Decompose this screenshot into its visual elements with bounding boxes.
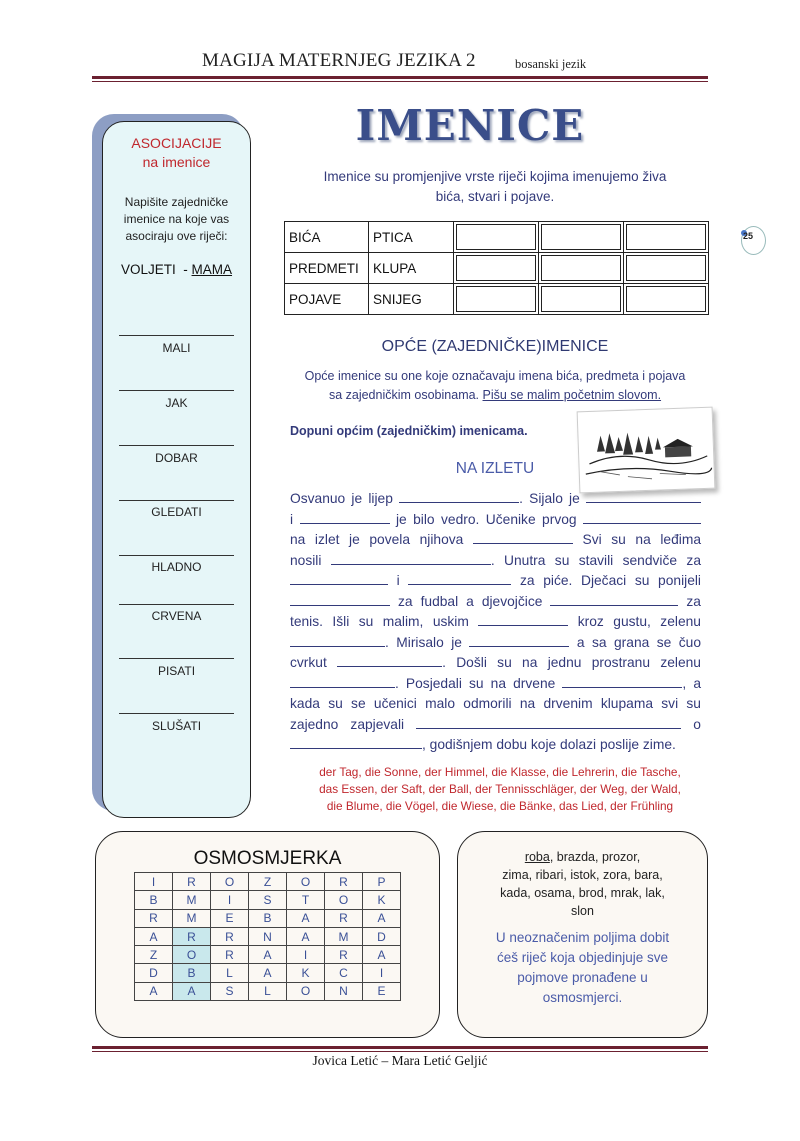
page-number: 25 <box>743 231 754 241</box>
blank-cell[interactable] <box>454 222 539 253</box>
blank-field[interactable] <box>290 571 388 585</box>
wordsearch-cell[interactable]: R <box>173 873 211 891</box>
wordsearch-cell[interactable]: B <box>173 964 211 982</box>
wordsearch-cell[interactable]: O <box>287 873 325 891</box>
story-text-part: nosili <box>290 552 322 568</box>
wordsearch-cell[interactable]: M <box>173 891 211 909</box>
wordsearch-row <box>135 891 401 909</box>
german-words-line2: das Essen, der Saft, der Ball, der Tennisschläger, der Weg, der Wald, <box>319 782 681 796</box>
story-line <box>290 510 701 531</box>
section-definition-line1: Opće imenice su one koje označavaju imena bića, predmeta i pojava <box>304 369 686 383</box>
first-word: roba <box>524 850 550 864</box>
story-text-part: tenis. Išli su malim, uskim <box>290 614 469 629</box>
story-line <box>290 674 701 695</box>
answer-line[interactable] <box>119 390 234 391</box>
assoc-word: MALI <box>162 341 191 355</box>
story-text-part: . Unutra su stavili sendviče za <box>490 552 701 568</box>
story-line <box>290 694 701 715</box>
wordsearch-cell[interactable]: N <box>249 927 287 945</box>
wordsearch-cell[interactable]: A <box>135 927 173 945</box>
wordsearch-cell[interactable]: K <box>363 891 401 909</box>
story-text-part: Osvanuo je lijep <box>290 491 393 506</box>
blank-field[interactable] <box>562 674 682 688</box>
wordsearch-cell[interactable]: M <box>325 927 363 945</box>
definition-plain: sa zajedničkim osobinama. <box>328 388 480 402</box>
book-subtitle: bosanski jezik <box>515 57 587 71</box>
story-text-part: je bilo vedro. Učenike prvog <box>395 511 577 527</box>
blank-field[interactable] <box>290 633 385 647</box>
answer-line[interactable] <box>119 713 234 714</box>
wordsearch-cell[interactable]: E <box>211 909 249 927</box>
blank-field[interactable] <box>416 715 681 729</box>
story-text-part: na izlet je povela njihova <box>290 532 464 547</box>
associations-title-line1: ASOCIJACIJE <box>131 135 222 151</box>
german-words-line3: die Blume, die Vögel, die Wiese, die Bänke, das Lied, der Frühling <box>326 799 674 813</box>
wordsearch-row <box>135 873 401 891</box>
story-line <box>290 633 701 654</box>
landscape-sketch-icon <box>578 408 717 495</box>
blank-field[interactable] <box>290 592 390 606</box>
blank-cell[interactable] <box>624 222 709 253</box>
wordsearch-cell[interactable]: A <box>173 982 211 1000</box>
word-list-line3: kada, osama, brod, mrak, lak, <box>500 886 665 900</box>
wordsearch-cell[interactable]: P <box>363 873 401 891</box>
assoc-word: DOBAR <box>155 451 198 465</box>
blank-field[interactable] <box>408 571 511 585</box>
wordsearch-cell[interactable]: A <box>249 946 287 964</box>
wordsearch-grid <box>134 872 401 1001</box>
categories-table <box>284 221 709 315</box>
blank-field[interactable] <box>583 510 701 524</box>
blank-cell[interactable] <box>539 284 624 315</box>
wordsearch-cell[interactable]: A <box>363 946 401 964</box>
wordsearch-row <box>135 909 401 927</box>
word-list <box>470 848 695 920</box>
blank-cell[interactable] <box>539 222 624 253</box>
assoc-word: CRVENA <box>151 609 202 623</box>
section-title: OPĆE (ZAJEDNIČKE)IMENICE <box>381 338 609 355</box>
wordsearch-cell[interactable]: I <box>211 891 249 909</box>
story-text-part: , godišnjem dobu koje dolazi poslije zime. <box>422 737 676 752</box>
header-rule-thick <box>92 76 708 79</box>
hint-line2: ćeš riječ koja objedinjuje sve <box>496 950 669 965</box>
wordsearch-hint <box>470 928 695 1008</box>
definition-line1: Imenice su promjenjive vrste riječi kojima imenujemo živa <box>323 169 667 184</box>
wordsearch-cell[interactable]: A <box>249 964 287 982</box>
word-list-line4: slon <box>571 904 594 918</box>
example-cell: KLUPA <box>369 253 454 284</box>
wordsearch-cell[interactable]: B <box>249 909 287 927</box>
wordsearch-cell[interactable]: D <box>135 964 173 982</box>
blank-cell[interactable] <box>454 284 539 315</box>
task-instruction: Dopuni općim (zajedničkim) imenicama. <box>290 424 528 438</box>
example-separator: - <box>183 262 188 277</box>
blank-field[interactable] <box>331 551 491 565</box>
word-list-rest: , brazda, prozor, <box>549 850 641 864</box>
story-text-part: cvrkut <box>290 655 327 670</box>
wordsearch-cell[interactable]: M <box>173 909 211 927</box>
table-row <box>285 222 709 253</box>
blank-field[interactable] <box>399 489 519 503</box>
story-text-part: za fudbal a djevojčice <box>398 593 543 609</box>
answer-line[interactable] <box>119 500 234 501</box>
wordsearch-cell[interactable]: E <box>363 982 401 1000</box>
section-definition <box>290 367 700 405</box>
wordsearch-cell[interactable]: I <box>135 873 173 891</box>
hint-line1: U neoznačenim poljima dobit <box>495 930 670 945</box>
story-text-part: za <box>686 593 701 609</box>
example-word: VOLJETI <box>120 262 176 277</box>
hint-line3: pojmove pronađene u <box>517 970 648 985</box>
blank-field[interactable] <box>337 653 442 667</box>
story-line <box>290 592 701 613</box>
assoc-word: HLADNO <box>151 560 202 574</box>
footer-rule-thick <box>92 1046 708 1049</box>
wordsearch-cell[interactable]: S <box>249 891 287 909</box>
example-answer: MAMA <box>191 262 233 277</box>
wordsearch-cell[interactable]: R <box>211 946 249 964</box>
blank-field[interactable] <box>300 510 390 524</box>
wordsearch-title: OSMOSMJERKA <box>193 848 342 869</box>
story-text-part: . Mirisalo je <box>385 634 462 650</box>
wordsearch-row <box>135 946 401 964</box>
table-row <box>285 284 709 315</box>
blank-field[interactable] <box>473 530 573 544</box>
word-list-line2: zima, ribari, istok, zora, bara, <box>502 868 663 882</box>
associations-example <box>102 262 251 277</box>
definition-rule: Pišu se malim početnim slovom. <box>482 388 662 402</box>
wordsearch-cell[interactable]: L <box>249 982 287 1000</box>
assoc-word: GLEDATI <box>151 505 202 519</box>
associations-title <box>102 134 251 172</box>
german-word-bank <box>290 764 710 815</box>
header-rule-thin <box>92 81 708 82</box>
associations-instruction <box>102 194 251 245</box>
wordsearch-cell[interactable]: D <box>363 927 401 945</box>
story-line <box>290 735 701 756</box>
blank-cell[interactable] <box>454 253 539 284</box>
story-line <box>290 612 701 633</box>
story-text-part: . Sijalo je <box>519 491 580 506</box>
wordsearch-cell[interactable]: C <box>325 964 363 982</box>
blank-cell[interactable] <box>624 253 709 284</box>
instruction-line1: Napišite zajedničke <box>124 195 229 209</box>
wordsearch-cell[interactable]: R <box>211 927 249 945</box>
wordsearch-cell[interactable]: R <box>325 873 363 891</box>
section-definition-line2 <box>290 386 700 405</box>
story-text-part: a sa grana se čuo <box>576 634 701 650</box>
wordsearch-cell[interactable]: N <box>325 982 363 1000</box>
wordsearch-cell[interactable]: A <box>135 982 173 1000</box>
hint-line4: osmosmjerci. <box>542 990 623 1005</box>
category-cell: POJAVE <box>285 284 369 315</box>
answer-line[interactable] <box>119 658 234 659</box>
wordsearch-cell[interactable]: O <box>211 873 249 891</box>
wordsearch-cell[interactable]: K <box>287 964 325 982</box>
wordsearch-cell[interactable]: O <box>287 982 325 1000</box>
assoc-word: SLUŠATI <box>151 719 202 733</box>
category-cell: BIĆA <box>285 222 369 253</box>
story-line <box>290 530 701 551</box>
story-text <box>290 489 701 756</box>
story-text-part: i <box>396 573 400 588</box>
story-text-part: kroz gustu, zelenu <box>577 614 701 629</box>
answer-line[interactable] <box>119 335 234 336</box>
category-cell: PREDMETI <box>285 253 369 284</box>
instruction-line2: imenice na koje vas <box>123 212 230 226</box>
story-text-part: zajedno zapjevali <box>290 716 405 732</box>
blank-cell[interactable] <box>624 284 709 315</box>
wordsearch-cell[interactable]: A <box>363 909 401 927</box>
story-text-part: . Posjedali su na drvene <box>395 675 556 691</box>
answer-line[interactable] <box>119 604 234 605</box>
example-cell: PTICA <box>369 222 454 253</box>
assoc-word: JAK <box>165 396 188 410</box>
wordsearch-cell[interactable]: I <box>363 964 401 982</box>
story-text-part: , a <box>682 675 701 691</box>
wordsearch-cell[interactable]: R <box>135 909 173 927</box>
book-title: MAGIJA MATERNJEG JEZIKA 2 <box>202 50 476 71</box>
word-list-line1 <box>470 848 695 866</box>
answer-line[interactable] <box>119 445 234 446</box>
story-text-part: kada su se učenici malo odmorili na drvenim klupama svi su <box>290 696 701 711</box>
story-text-part: i <box>290 511 294 527</box>
definition-line2: bića, stvari i pojave. <box>435 189 555 204</box>
wordsearch-cell[interactable]: R <box>173 927 211 945</box>
footer-rule-thin <box>92 1051 708 1052</box>
page-title: IMENICE <box>355 101 585 150</box>
wordsearch-cell[interactable]: Z <box>135 946 173 964</box>
blank-field[interactable] <box>478 612 568 626</box>
wordsearch-cell[interactable]: A <box>287 909 325 927</box>
wordsearch-cell[interactable]: O <box>325 891 363 909</box>
answer-line[interactable] <box>119 555 234 556</box>
blank-field[interactable] <box>469 633 569 647</box>
blank-cell[interactable] <box>539 253 624 284</box>
story-line <box>290 489 701 510</box>
wordsearch-cell[interactable]: T <box>287 891 325 909</box>
blank-field[interactable] <box>290 674 395 688</box>
story-text-part: . Došli su na jednu prostranu zelenu <box>442 655 701 670</box>
german-words-line1: der Tag, die Sonne, der Himmel, die Klasse, die Lehrerin, die Tasche, <box>319 765 681 779</box>
authors: Jovica Letić – Mara Letić Geljić <box>312 1053 488 1068</box>
wordsearch-row <box>135 964 401 982</box>
wordsearch-row <box>135 927 401 945</box>
blank-field[interactable] <box>550 592 678 606</box>
story-text-part: za piće. Dječaci su ponijeli <box>520 573 701 588</box>
story-text-part: o <box>693 716 701 732</box>
table-row <box>285 253 709 284</box>
wordsearch-cell[interactable]: A <box>287 927 325 945</box>
story-line <box>290 571 701 592</box>
blank-field[interactable] <box>586 489 701 503</box>
story-text-part: Svi su na leđima <box>582 532 701 547</box>
wordsearch-cell[interactable]: R <box>325 909 363 927</box>
wordsearch-cell[interactable]: I <box>287 946 325 964</box>
wordsearch-cell[interactable]: S <box>211 982 249 1000</box>
wordsearch-cell[interactable]: O <box>173 946 211 964</box>
associations-title-line2: na imenice <box>142 154 211 170</box>
story-title: NA IZLETU <box>455 460 535 477</box>
story-line <box>290 653 701 674</box>
wordsearch-cell[interactable]: R <box>325 946 363 964</box>
wordsearch-cell[interactable]: B <box>135 891 173 909</box>
winter-landscape-illustration <box>577 407 716 494</box>
wordsearch-cell[interactable]: Z <box>249 873 287 891</box>
wordsearch-row <box>135 982 401 1000</box>
assoc-word: PISATI <box>157 664 196 678</box>
story-line <box>290 551 701 572</box>
wordsearch-cell[interactable]: L <box>211 964 249 982</box>
story-line <box>290 715 701 736</box>
nouns-definition <box>290 167 700 207</box>
blank-field[interactable] <box>290 735 422 749</box>
example-cell: SNIJEG <box>369 284 454 315</box>
instruction-line3: asociraju ove riječi: <box>125 229 228 243</box>
